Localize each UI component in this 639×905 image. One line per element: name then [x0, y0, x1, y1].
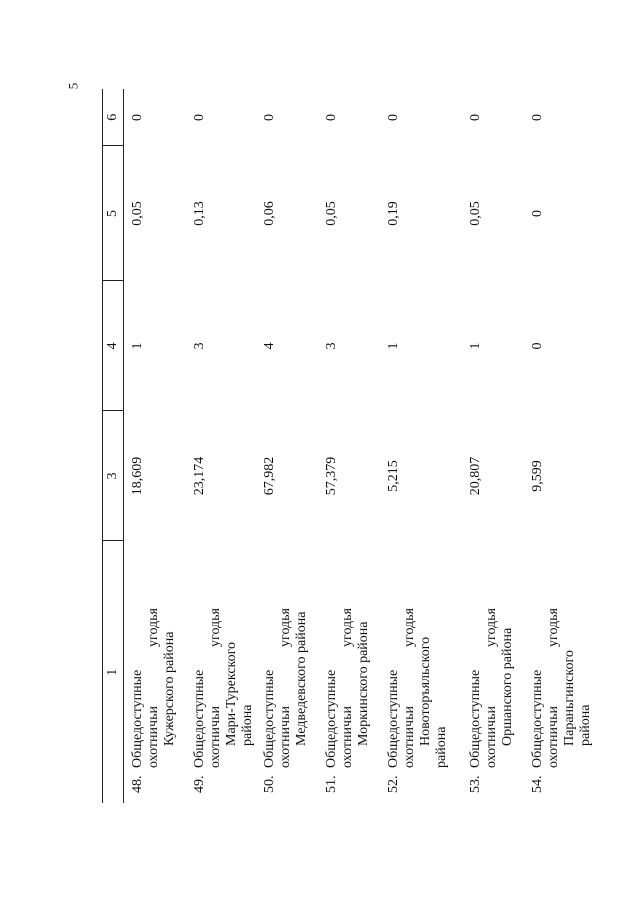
value-cell: 0,05	[130, 201, 145, 226]
value-cell: 0	[386, 114, 401, 121]
name-line: охотничьи угодья	[484, 608, 499, 768]
name-line: охотничьи угодья	[146, 608, 161, 768]
row-number: 53.	[468, 775, 483, 793]
value-cell: 4	[262, 342, 277, 350]
header-cell: 3	[103, 411, 124, 541]
value-cell: 3	[192, 342, 207, 350]
value-cell: 0,05	[468, 201, 483, 226]
header-cell: 4	[103, 281, 124, 411]
name-line: охотничьи угодья	[402, 608, 417, 768]
value-cell: 9,599	[530, 460, 545, 492]
row-number: 52.	[386, 775, 401, 793]
name-line: Общедоступные	[468, 669, 483, 768]
row-number: 54.	[530, 775, 545, 793]
name-cell	[124, 541, 187, 803]
value-cell: 57,379	[324, 456, 339, 496]
rotated-table-wrapper	[102, 89, 593, 803]
row-number: 48.	[130, 775, 145, 793]
name-cell	[186, 541, 256, 803]
value-cell: 20,807	[468, 456, 483, 496]
name-line: района	[434, 726, 449, 768]
table-row	[462, 89, 524, 803]
value-cell: 0	[468, 114, 483, 121]
name-cell	[256, 541, 318, 803]
name-line: Кужерского района	[162, 631, 177, 746]
header-cell: 6	[103, 89, 124, 146]
name-line: охотничьи угодья	[546, 608, 561, 768]
row-number: 49.	[192, 775, 207, 793]
name-line: Общедоступные	[324, 669, 339, 768]
value-cell: 5,215	[386, 460, 401, 492]
name-line: Общедоступные	[130, 669, 145, 768]
name-cell	[318, 541, 380, 803]
name-line: Общедоступные	[386, 669, 401, 768]
name-line: Общедоступные	[192, 669, 207, 768]
value-cell: 1	[130, 342, 145, 350]
value-cell: 0	[530, 114, 545, 121]
name-cell	[380, 541, 462, 803]
header-cell: 5	[103, 146, 124, 281]
value-cell: 0	[530, 210, 545, 217]
value-cell: 0,05	[324, 201, 339, 226]
name-cell	[462, 541, 524, 803]
name-line: охотничьи угодья	[278, 608, 293, 768]
row-number: 50.	[262, 775, 277, 793]
table-row	[380, 89, 462, 803]
value-cell: 0	[262, 114, 277, 121]
table-row	[524, 89, 594, 803]
name-line: Моркинского района	[356, 621, 371, 746]
name-line: Общедоступные	[530, 669, 545, 768]
name-line: Медведевского района	[294, 611, 309, 746]
value-cell: 0	[130, 114, 145, 121]
value-cell: 1	[468, 342, 483, 350]
page-number: 5	[65, 82, 81, 90]
value-cell: 23,174	[192, 456, 207, 496]
value-cell: 3	[324, 342, 339, 350]
name-cell	[524, 541, 594, 803]
table-row	[186, 89, 256, 803]
value-cell: 0,06	[262, 201, 277, 226]
table-row	[318, 89, 380, 803]
value-cell: 0	[192, 114, 207, 121]
name-line: Мари-Турекского района	[224, 641, 255, 746]
name-line: Новоторъяльского	[418, 636, 433, 746]
value-cell: 0,19	[386, 201, 401, 226]
value-cell: 67,982	[262, 456, 277, 496]
header-row	[103, 89, 124, 803]
name-line: Оршанского района	[500, 627, 515, 746]
table-row	[256, 89, 318, 803]
value-cell: 0	[324, 114, 339, 121]
value-cell: 0	[530, 342, 545, 350]
table-row	[124, 89, 187, 803]
value-cell: 1	[386, 342, 401, 350]
row-number: 51.	[324, 775, 339, 793]
name-line: Параньгинского района	[562, 650, 593, 746]
data-table	[102, 89, 594, 803]
name-line: охотничьи угодья	[340, 608, 355, 768]
name-line: охотничьи угодья	[208, 608, 223, 768]
value-cell: 0,13	[192, 201, 207, 226]
value-cell: 18,609	[130, 456, 145, 496]
header-cell: 1	[103, 541, 124, 803]
name-line: Общедоступные	[262, 669, 277, 768]
